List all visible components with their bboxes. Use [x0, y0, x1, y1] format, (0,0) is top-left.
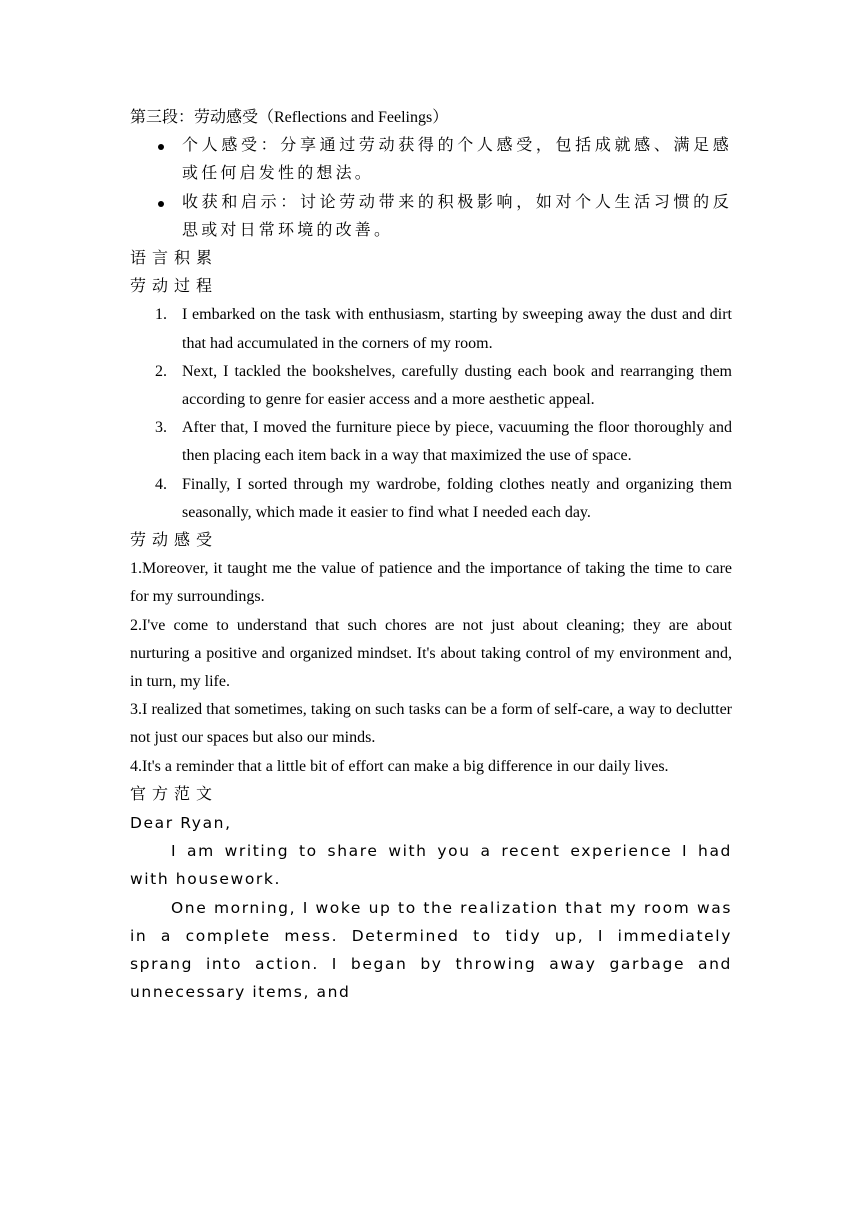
- language-heading: 语言积累: [130, 250, 219, 268]
- process-item-number: 2.: [155, 362, 167, 380]
- process-item-text: Next, I tackled the bookshelves, carefully dusting each book and rearranging them according to genre for easier access and a more aesthetic appeal.: [182, 362, 732, 409]
- letter-paragraph: One morning, I woke up to the realization that my room was in a complete mess. Determined to tidy up, I immediately sprang into action. I began by throwing away garbage and unnecessary items, and: [130, 898, 732, 1002]
- process-item: [130, 301, 732, 357]
- feelings-item: 4.It's a reminder that a little bit of effort can make a big difference in our daily lives.: [130, 757, 669, 775]
- document-page: [130, 104, 732, 1007]
- process-item-text: Finally, I sorted through my wardrobe, folding clothes neatly and organizing them seasonally, which made it easier to find what I needed each day.: [182, 475, 732, 521]
- process-item-number: 3.: [155, 419, 167, 437]
- bullet-text: 个人感受：分享通过劳动获得的个人感受，包括成就感、满足感或任何启发性的想法。: [182, 137, 732, 183]
- feelings-item: 2.I've come to understand that such chores are not just about cleaning; they are about nurturing a positive and organized mindset. It's about taking control of my environment and, in turn, my life.: [130, 616, 732, 691]
- bullet-text: 收获和启示：讨论劳动带来的积极影响，如对个人生活习惯的反思或对日常环境的改善。: [182, 193, 732, 239]
- process-list: [130, 301, 732, 527]
- process-item-text: After that, I moved the furniture piece by piece, vacuuming the floor thoroughly and then placing each item back in a way that maximized the use of space.: [182, 419, 732, 465]
- section-3-bullet-list: [130, 132, 732, 245]
- process-item: [130, 414, 732, 470]
- process-heading: 劳动过程: [130, 278, 219, 296]
- model-essay-heading: 官方范文: [130, 785, 219, 803]
- feelings-item: 1.Moreover, it taught me the value of patience and the importance of taking the time to care for my surroundings.: [130, 560, 732, 606]
- bullet-item: [130, 189, 732, 245]
- letter-salutation: Dear Ryan,: [130, 814, 232, 833]
- bullet-dot-icon: [158, 144, 164, 150]
- process-item-number: 4.: [155, 475, 167, 493]
- letter-paragraph: I am writing to share with you a recent experience I had with housework.: [130, 842, 732, 889]
- bullet-item: [130, 132, 732, 188]
- process-item-number: 1.: [155, 306, 167, 324]
- feelings-heading: 劳动感受: [130, 532, 219, 550]
- process-item: [130, 471, 732, 527]
- process-item-text: I embarked on the task with enthusiasm, starting by sweeping away the dust and dirt that had accumulated in the corners of my room.: [182, 306, 732, 352]
- process-item: [130, 358, 732, 414]
- section-3-title: 第三段：劳动感受（Reflections and Feelings）: [130, 109, 449, 126]
- feelings-item: 3.I realized that sometimes, taking on such tasks can be a form of self-care, a way to declutter not just our spaces but also our minds.: [130, 701, 732, 747]
- bullet-dot-icon: [158, 201, 164, 207]
